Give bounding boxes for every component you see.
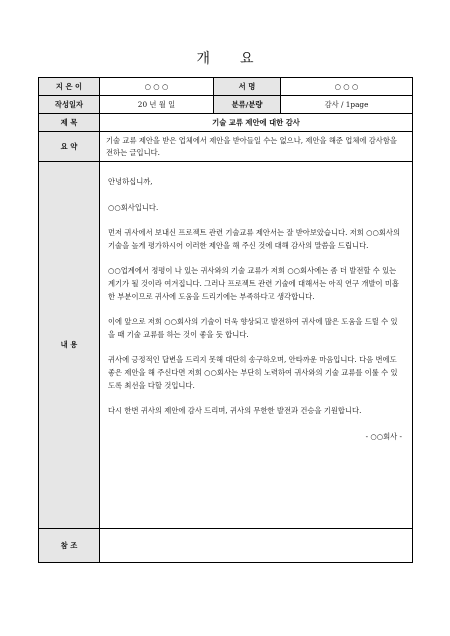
- author-label: 지 은 이: [39, 78, 100, 96]
- summary-label: 요 약: [39, 132, 100, 162]
- summary-value: 기술 교류 제안을 받은 업체에서 제안을 받아들일 수는 없으나, 제안을 해준 업체에 감사함을 전하는 글입니다.: [100, 132, 413, 162]
- signature-value: ○ ○ ○: [281, 78, 413, 96]
- content-body: [100, 162, 413, 529]
- subject-row: [39, 114, 413, 132]
- content-label: 내 용: [39, 162, 100, 529]
- summary-form-table: [38, 77, 413, 563]
- subject-value: 기술 교류 제안에 대한 감사: [100, 114, 413, 132]
- date-row: [39, 96, 413, 114]
- content-row: [39, 162, 413, 529]
- author-row: [39, 78, 413, 96]
- category-label: 분류/분량: [214, 96, 281, 114]
- title-char-2: 요: [240, 51, 254, 67]
- date-value: 20 년 월 일: [100, 96, 214, 114]
- content-paragraph-company: ○○회사입니다.: [108, 202, 159, 212]
- content-paragraph-apology: 귀사에 긍정적인 답변을 드리지 못해 대단히 송구하오며, 안타까운 마음입니다. 다음 번에도 좋은 제안을 해 주신다면 저희 ○○회사는 부단히 노력하여 귀사와의 기술 교류를 이룰 수 있도록 최선을 다할 것입니다.: [108, 355, 398, 390]
- document-title: [0, 48, 450, 68]
- date-label: 작성일자: [39, 96, 100, 114]
- reference-row: [39, 529, 413, 563]
- summary-row: [39, 132, 413, 162]
- content-paragraph-thanks: 먼저 귀사에서 보내신 프로젝트 관련 기술교류 제안서는 잘 받아보았습니다. 저희 ○○회사의 기술을 높게 평가하시어 이러한 제안을 해 주신 것에 대해 감사의 말씀을 드립니다.: [108, 228, 401, 250]
- content-signature: - ○○회사 -: [365, 431, 402, 441]
- content-paragraph-future: 이에 앞으로 저희 ○○회사의 기술이 더욱 향상되고 발전하여 귀사에 많은 도움을 드릴 수 있을 때 기술 교류를 하는 것이 좋을 듯 합니다.: [108, 317, 398, 339]
- author-value: ○ ○ ○: [100, 78, 214, 96]
- reference-label: 참 조: [39, 529, 100, 563]
- content-paragraph-closing: 다시 한번 귀사의 제안에 감사 드리며, 귀사의 무한한 발전과 건승을 기원합니다.: [108, 406, 362, 416]
- reference-value[interactable]: [100, 529, 413, 563]
- content-paragraph-greeting: 안녕하십니까,: [108, 177, 153, 186]
- title-char-1: 개: [196, 51, 210, 67]
- subject-label: 제 목: [39, 114, 100, 132]
- signature-label: 서 명: [214, 78, 281, 96]
- category-value: 감사 / 1page: [281, 96, 413, 114]
- content-paragraph-reason: ○○업계에서 정평이 나 있는 귀사와의 기술 교류가 저희 ○○회사에는 좀 더 발전할 수 있는 계기가 될 것이라 여겨집니다. 그러나 프로젝트 관련 기술에 대해서는 아직 연구 개발이 미흡한 부분이므로 귀사에 도움을 드리기에는 부족하다고 생각합니다.: [108, 266, 399, 301]
